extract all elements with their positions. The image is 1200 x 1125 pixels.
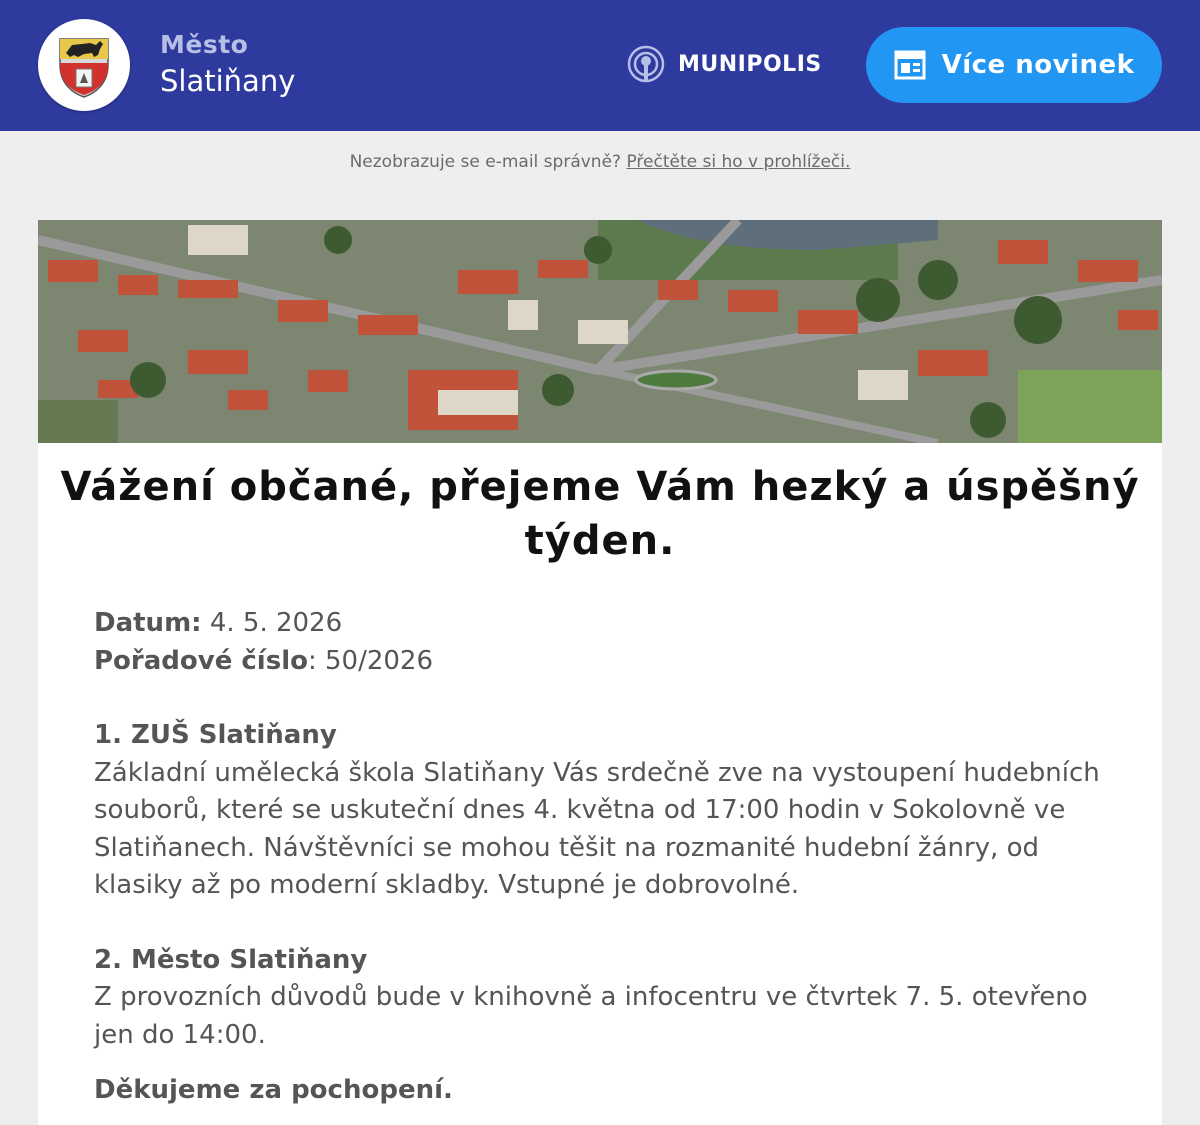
news-item-heading: 1. ZUŠ Slatiňany [94,720,337,750]
newsletter-card [38,220,1162,1125]
more-news-button-label: Více novinek [941,50,1135,80]
city-prefix: Město [160,30,249,59]
city-coat-of-arms-icon [56,35,112,99]
city-logo[interactable] [38,19,130,111]
city-name: Slatiňany [160,64,296,98]
news-item [94,717,1114,905]
view-in-browser-link[interactable]: Přečtěte si ho v prohlížeči. [626,152,851,172]
partner-label: MUNIPOLIS [678,51,822,77]
number-value: : 50/2026 [307,645,434,676]
email-header [0,0,1200,131]
aerial-town-photo [38,220,1162,443]
preheader-text: Nezobrazuje se e-mail správně? [349,152,622,172]
more-news-button[interactable] [866,27,1162,103]
partner-logo[interactable] [626,44,822,84]
article-content [94,605,1114,1110]
newspaper-icon [894,49,926,81]
news-item [94,942,1114,1055]
closing-text: Děkujeme za pochopení. [94,1075,453,1105]
broadcast-icon [626,44,666,84]
number-line [94,643,1114,681]
preheader [0,152,1200,172]
news-item-heading: 2. Město Slatiňany [94,944,368,975]
news-item-text: Z provozních důvodů bude v knihovně a infocentru ve čtvrtek 7. 5. otevřeno jen do 14:00. [94,982,1088,1050]
date-label: Datum: [94,608,202,638]
date-line [94,605,1114,643]
date-value: 4. 5. 2026 [209,608,343,638]
news-item-text: Základní umělecká škola Slatiňany Vás srdečně zve na vystoupení hudebních souborů, které se uskuteční dnes 4. května od 17:00 hodin v Sokolovně ve Slatiňanech. Návštěvníci se mohou těšit na rozmanité hudební žánry, od klasiky až po moderní skladby. Vstupné je dobrovolné. [94,757,1100,900]
article-title: Vážení občané, přejeme Vám hezký a úspěšný týden. [60,464,1140,564]
number-label: Pořadové číslo [94,645,308,676]
